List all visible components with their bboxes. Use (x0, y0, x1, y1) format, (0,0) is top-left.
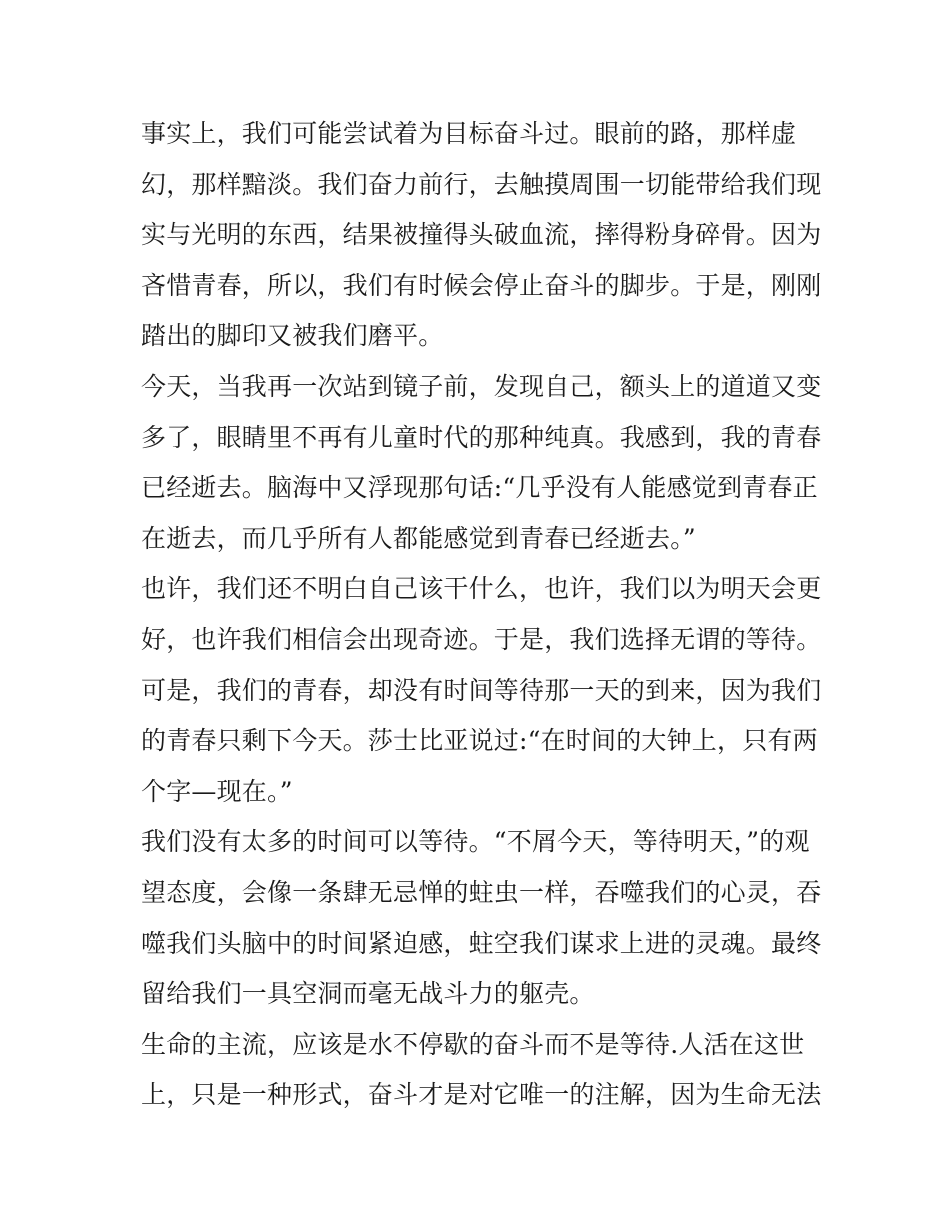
text-line: 在逝去，而几乎所有人都能感觉到青春已经逝去。” (141, 523, 696, 553)
text-line: 已经逝去。脑海中又浮现那句话:“几乎没有人能感觉到青春正 (141, 473, 818, 503)
text-line: 噬我们头脑中的时间紧迫感，蛀空我们谋求上进的灵魂。最终 (141, 928, 822, 958)
text-line: 留给我们一具空洞而毫无战斗力的躯壳。 (141, 979, 595, 1009)
text-line: 上，只是一种形式，奋斗才是对它唯一的注解，因为生命无法 (141, 1080, 822, 1110)
text-line: 事实上，我们可能尝试着为目标奋斗过。眼前的路，那样虚 (141, 119, 797, 148)
text-line: 吝惜青春，所以，我们有时候会停止奋斗的脚步。于是，刚刚 (141, 270, 822, 300)
text-line: 也许，我们还不明白自己该干什么，也许，我们以为明天会更 (141, 574, 822, 604)
text-line: 我们没有太多的时间可以等待。“不屑今天，等待明天，”的观 (141, 827, 810, 857)
body-text (141, 109, 821, 1121)
text-line: 好，也许我们相信会出现奇迹。于是，我们选择无谓的等待。 (141, 624, 822, 654)
text-line: 多了，眼睛里不再有儿童时代的那种纯真。我感到，我的青春 (141, 422, 822, 452)
text-line: 个字—现在。” (141, 776, 293, 806)
text-line: 望态度，会像一条肆无忌惮的蛀虫一样，吞噬我们的心灵，吞 (141, 877, 822, 907)
text-line: 的青春只剩下今天。莎士比亚说过:“在时间的大钟上，只有两 (141, 726, 818, 756)
text-line: 生命的主流，应该是水不停歇的奋斗而不是等待.人活在这世 (141, 1029, 805, 1059)
text-line: 今天，当我再一次站到镜子前，发现自己，额头上的道道又变 (141, 371, 822, 401)
text-line: 实与光明的东西，结果被撞得头破血流，摔得粉身碎骨。因为 (141, 220, 822, 250)
text-line: 可是，我们的青春，却没有时间等待那一天的到来，因为我们 (141, 675, 822, 705)
text-line: 踏出的脚印又被我们磨平。 (141, 321, 444, 351)
text-line: 幻，那样黯淡。我们奋力前行，去触摸周围一切能带给我们现 (141, 169, 822, 199)
